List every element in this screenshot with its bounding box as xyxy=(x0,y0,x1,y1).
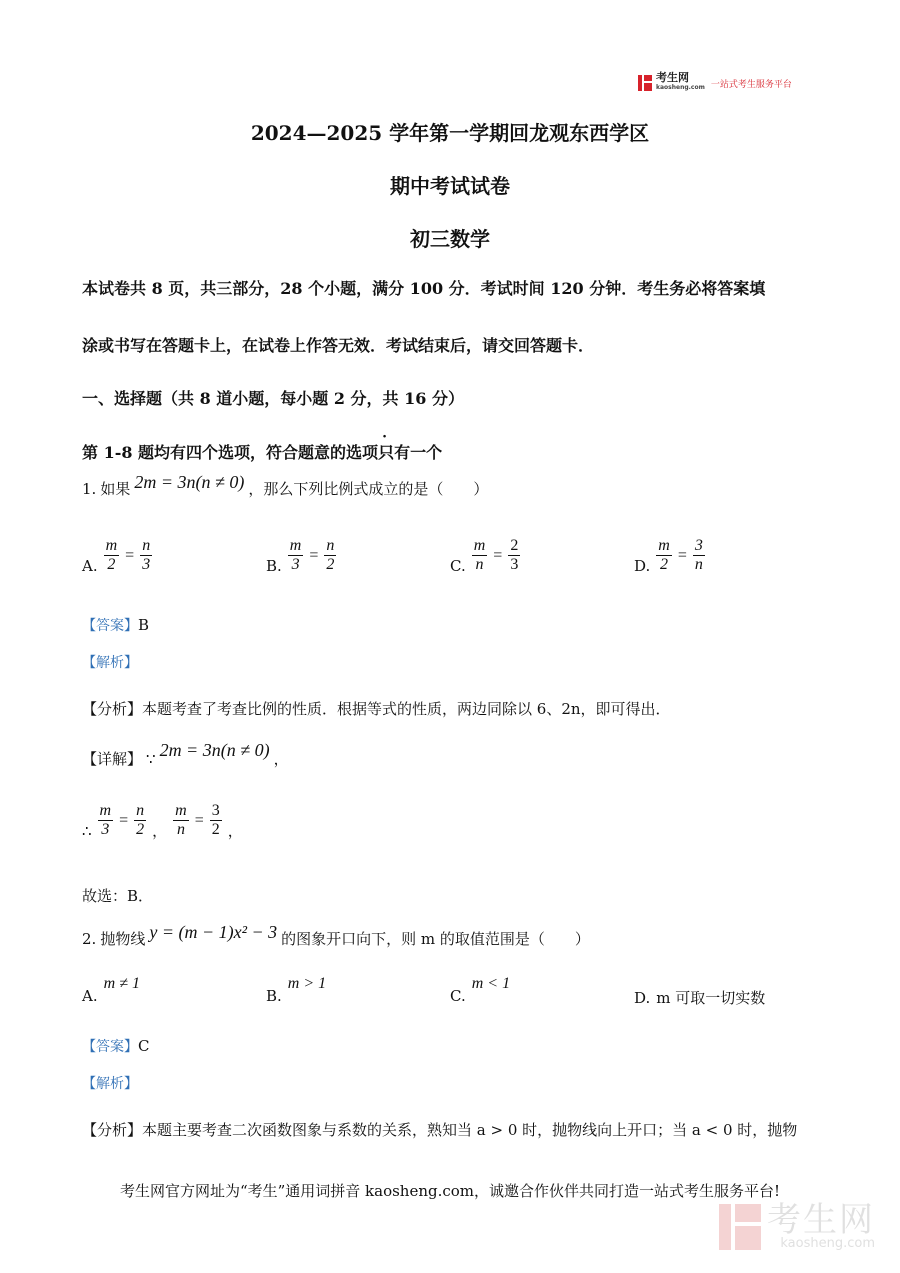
answer-tag: 【答案】 xyxy=(82,1039,138,1055)
exam-title-line2: 期中考试试卷 xyxy=(390,174,510,198)
fraction xyxy=(140,537,152,574)
q1-option-d[interactable] xyxy=(634,537,705,574)
q2-analysis-tag: 【解析】 xyxy=(82,1076,138,1092)
denominator: 3 xyxy=(510,556,519,573)
logo-slogan: 一站式考生服务平台 xyxy=(710,79,792,90)
denominator: 3 xyxy=(101,821,110,838)
watermark-domain: kaosheng.com xyxy=(780,1236,875,1251)
q2-option-a[interactable] xyxy=(82,975,140,1005)
answer-value: C xyxy=(138,1037,150,1055)
fraction xyxy=(693,537,705,574)
q1-number: 1. xyxy=(82,479,97,498)
q2-option-b[interactable] xyxy=(266,975,327,1005)
fraction xyxy=(173,802,189,839)
denominator: 3 xyxy=(142,556,151,573)
denominator: 2 xyxy=(326,556,335,573)
q1-pre: 如果 xyxy=(100,480,131,498)
fenxi-tag: 【分析】 xyxy=(82,1121,143,1139)
instructions-line2: 涂或书写在答题卡上，在试卷上作答无效．考试结束后，请交回答题卡． xyxy=(82,336,595,355)
option-text: m < 1 xyxy=(471,975,511,992)
numerator: m xyxy=(289,537,302,554)
footer-text: 考生网官方网址为“考生”通用词拼音 kaosheng.com，诚邀合作伙伴共同打造一站式考生服务平台! xyxy=(119,1182,781,1200)
xiangjie-equation: 2m = 3n(n ≠ 0) xyxy=(159,740,270,760)
fraction xyxy=(324,537,336,574)
equals-sign: = xyxy=(125,546,135,564)
denominator: 2 xyxy=(660,556,669,573)
q1-result xyxy=(82,802,243,839)
comma: ， xyxy=(227,822,243,840)
comma: ， xyxy=(152,822,168,840)
xiangjie-tag: 【详解】 xyxy=(82,750,143,768)
numerator: m xyxy=(99,802,112,819)
fraction xyxy=(210,802,222,839)
q2-expression: y = (m − 1)x² − 3 xyxy=(149,922,278,942)
section1-note-emphasis: 只有一个 xyxy=(378,443,443,462)
fenxi-text: 本题考查了考查比例的性质．根据等式的性质，两边同除以 6、2n，即可得出． xyxy=(142,700,671,718)
q2-number: 2. xyxy=(82,929,97,948)
q1-option-a[interactable] xyxy=(82,537,152,574)
logo-domain: kaosheng.com xyxy=(656,84,705,91)
q1-condition: 2m = 3n(n ≠ 0) xyxy=(134,472,245,492)
fraction xyxy=(508,537,520,574)
numerator: n xyxy=(142,537,151,554)
because-symbol: ∵ xyxy=(146,749,156,768)
instructions-line1: 本试卷共 8 页，共三部分，28 个小题，满分 100 分．考试时间 120 分钟．考生务必将答案填 xyxy=(82,279,766,298)
q1-option-b[interactable] xyxy=(266,537,336,574)
therefore-symbol: ∴ xyxy=(82,821,92,840)
option-text: m 可取一切实数 xyxy=(656,989,766,1007)
q1-conclusion: 故选：B． xyxy=(82,887,154,905)
numerator: 2 xyxy=(510,537,519,554)
watermark xyxy=(719,1200,875,1251)
fenxi-text: 本题主要考查二次函数图象与系数的关系，熟知当 a > 0 时，抛物线向上开口；当 a < 0 时，抛物 xyxy=(142,1121,798,1139)
exam-title-line1: 2024—2025 学年第一学期回龙观东西学区 xyxy=(250,121,650,145)
q1-fenxi xyxy=(82,698,671,719)
q2-answer xyxy=(82,1036,149,1056)
equals-sign: = xyxy=(194,811,204,829)
fenxi-tag: 【分析】 xyxy=(82,700,143,718)
numerator: n xyxy=(326,537,335,554)
denominator: 3 xyxy=(291,556,300,573)
fraction xyxy=(288,537,304,574)
denominator: 2 xyxy=(107,556,116,573)
equals-sign: = xyxy=(119,811,129,829)
section1-title: 一、选择题（共 8 道小题，每小题 2 分，共 16 分） xyxy=(82,389,464,408)
q2-option-c[interactable] xyxy=(450,975,511,1005)
numerator: m xyxy=(658,537,670,554)
q1-answer xyxy=(82,615,149,635)
numerator: n xyxy=(136,802,145,819)
section1-note-prefix: 第 1-8 题均有四个选项，符合题意的选项 xyxy=(82,443,379,462)
logo-brand: 考生网 xyxy=(656,71,689,84)
numerator: m xyxy=(473,537,486,554)
option-label: B. xyxy=(266,987,282,1005)
denominator: 2 xyxy=(136,821,145,838)
option-label: A. xyxy=(82,987,98,1005)
comma: ， xyxy=(273,750,289,768)
equals-sign: = xyxy=(493,546,503,564)
numerator: 3 xyxy=(211,802,220,819)
equals-sign: = xyxy=(677,546,687,564)
question-1 xyxy=(82,472,489,499)
numerator: m xyxy=(175,802,187,819)
denominator: n xyxy=(475,556,484,573)
q2-pre: 抛物线 xyxy=(100,930,146,948)
fraction xyxy=(98,802,114,839)
answer-value: B xyxy=(138,616,150,634)
q2-option-d[interactable] xyxy=(634,987,765,1008)
option-text: m > 1 xyxy=(287,975,327,992)
option-label: C. xyxy=(450,987,466,1005)
site-logo xyxy=(638,72,808,94)
q1-post: ，那么下列比例式成立的是（ ） xyxy=(248,480,489,498)
equals-sign: = xyxy=(309,546,319,564)
watermark-text: 考生网 xyxy=(767,1200,875,1240)
fraction xyxy=(134,802,146,839)
numerator: m xyxy=(105,537,118,554)
q2-post: 的图象开口向下，则 m 的取值范围是（ ） xyxy=(281,930,590,948)
q2-fenxi xyxy=(82,1119,832,1140)
option-label: D. xyxy=(634,988,651,1007)
q1-option-c[interactable] xyxy=(450,537,520,574)
option-label: B. xyxy=(266,556,282,575)
answer-tag: 【答案】 xyxy=(82,618,138,634)
fraction xyxy=(656,537,672,574)
option-label: D. xyxy=(634,556,651,575)
question-2 xyxy=(82,922,590,949)
exam-title-line3: 初三数学 xyxy=(410,227,490,251)
logo-icon xyxy=(638,75,652,91)
fraction xyxy=(472,537,488,574)
option-label: C. xyxy=(450,556,466,575)
option-label: A. xyxy=(82,556,98,575)
q1-xiangjie xyxy=(82,740,289,769)
numerator: 3 xyxy=(694,537,703,554)
denominator: n xyxy=(694,556,703,573)
q1-analysis-tag: 【解析】 xyxy=(82,655,138,671)
fraction xyxy=(104,537,120,574)
watermark-logo-icon xyxy=(719,1204,761,1250)
denominator: n xyxy=(176,821,185,838)
option-text: m ≠ 1 xyxy=(103,975,140,992)
denominator: 2 xyxy=(211,821,220,838)
section1-note xyxy=(82,440,442,463)
